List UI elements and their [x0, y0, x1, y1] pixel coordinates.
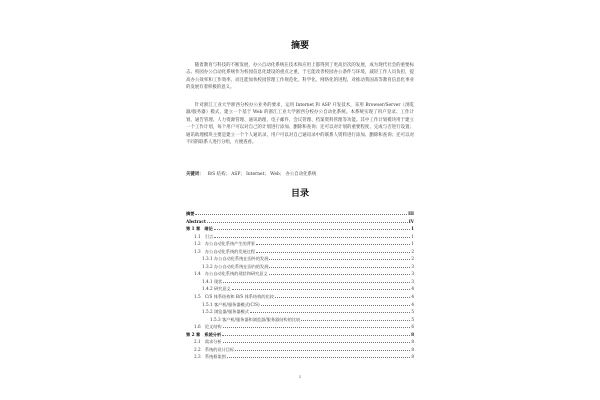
toc-entry-label: 1.3.2 办公自动化系统在国内的发展 — [202, 263, 269, 269]
toc-entry-label: 第 2 章 系统分析 — [186, 331, 222, 337]
toc-entry-page: 1 — [411, 241, 414, 247]
toc-entry[interactable] — [186, 255, 414, 263]
toc-entry[interactable] — [186, 323, 414, 331]
toc-entry-page: 8 — [411, 339, 414, 345]
toc-entry-label: Abstract — [186, 218, 206, 224]
toc-entry-label: 1.3 办公自动化系统的发展过程 — [194, 248, 256, 254]
toc-leader-dots — [275, 297, 410, 298]
toc-entry-label: 1.6 论文结构 — [194, 324, 222, 330]
toc-entry-page: 3 — [411, 278, 414, 284]
toc-leader-dots — [195, 214, 407, 215]
toc-leader-dots — [269, 267, 410, 268]
toc-entry-label: 2.2 系统的设计目标 — [194, 346, 235, 352]
toc-entry[interactable] — [186, 218, 414, 226]
toc-entry-label: 1.4.1 现状 — [202, 278, 223, 284]
toc-entry-page: 6 — [411, 324, 414, 330]
toc-entry[interactable] — [186, 263, 414, 271]
toc-leader-dots — [207, 222, 408, 223]
toc-entry-label: 1.5.2 浏览器/服务器模式 — [202, 309, 249, 315]
toc-entry[interactable] — [186, 270, 414, 278]
toc-entry[interactable] — [186, 338, 414, 346]
toc-entry-label: 2.3 系统框架图 — [194, 354, 226, 360]
toc-entry-label: 2.1 需求分析 — [194, 339, 222, 345]
toc-leader-dots — [223, 342, 411, 343]
toc-entry[interactable] — [186, 248, 414, 256]
toc-leader-dots — [301, 320, 410, 321]
document-page — [150, 0, 450, 400]
keywords-line — [186, 171, 414, 177]
toc-entry-page: 2 — [411, 256, 414, 262]
toc-entry[interactable] — [186, 233, 414, 241]
toc-leader-dots — [232, 289, 411, 290]
toc-entry[interactable] — [186, 278, 414, 286]
toc-entry[interactable] — [186, 293, 414, 301]
abstract-paragraph-1: 随着教育与科技的不断发展，办公自动化系统在技术和应用上都得到了更高层次的发展，成为现代社会的重要标志。校园办公自动化系统作为校园信息化建设的重点之重，于它能改善校园办公条件与环境，减轻工作人员负担，提高办公效率和工作效率，而且能加快校园管理工作规范化、科学化、网络化的进程，对推动我国高等教育信息化事业的发展有着积极的意义。 — [186, 63, 414, 91]
toc-entry-label: 第 1 章 绪论 — [186, 226, 213, 232]
toc-entry-label: 1.5.3 客户机/服务器和浏览器/服务器结构的比较 — [210, 316, 301, 322]
toc-entry-label: 1.2 办公自动化系统产生的背景 — [194, 241, 256, 247]
abstract-title: 摘要 — [290, 41, 309, 51]
toc-entry-page: 3 — [411, 271, 414, 277]
toc-entry[interactable] — [186, 285, 414, 293]
toc-leader-dots — [235, 350, 410, 351]
toc-entry[interactable] — [186, 240, 414, 248]
toc-leader-dots — [261, 305, 411, 306]
toc-entry-label: 摘要 — [186, 211, 195, 216]
toc-entry-page: 4 — [411, 294, 414, 300]
toc-entry[interactable] — [186, 225, 414, 233]
toc-leader-dots — [214, 229, 410, 230]
toc-entry[interactable] — [186, 316, 414, 324]
toc-entry-label: 1.5.1 客户机/服务器模式(C/S) — [202, 301, 260, 307]
toc-leader-dots — [214, 237, 410, 238]
toc-entry-page: 8 — [411, 354, 414, 360]
toc-entry[interactable] — [186, 301, 414, 309]
toc-entry[interactable] — [186, 308, 414, 316]
toc-entry[interactable] — [186, 346, 414, 354]
toc-entry-page: 1 — [411, 233, 414, 239]
toc-leader-dots — [269, 259, 410, 260]
page-number: I — [299, 374, 301, 379]
toc-leader-dots — [227, 357, 411, 358]
toc-entry-page: 3 — [411, 263, 414, 269]
toc-leader-dots — [223, 327, 411, 328]
toc-leader-dots — [269, 274, 411, 275]
toc-entry-page: 2 — [411, 248, 414, 254]
toc-leader-dots — [223, 282, 410, 283]
toc-entry-label: 1.3.1 办公自动化系统在国外的发展 — [202, 256, 269, 262]
toc-title: 目录 — [290, 189, 309, 199]
toc-entry[interactable] — [186, 331, 414, 339]
toc-entry-page: 8 — [411, 331, 414, 337]
toc-entry-label: 1.4.2 研究意义 — [202, 286, 231, 292]
toc-entry-page: IV — [408, 218, 414, 224]
toc-leader-dots — [256, 252, 410, 253]
toc-leader-dots — [256, 244, 410, 245]
toc-entry-label: 1.5 C/S 体系结构和 B/S 体系结构的比较 — [194, 294, 274, 300]
keywords-label: 关键词： — [186, 172, 204, 177]
toc-entry[interactable] — [186, 210, 414, 218]
toc-entry-page: 5 — [411, 316, 414, 322]
toc-entry-page: 4 — [411, 286, 414, 292]
abstract-paragraph-2: 针对浙江工业大学浙西分校办公业务的要求，运用 Internet 和 ASP 开发技术，采用 Browser/Server（浏览器/服务器）模式，建立一个基于 Web 的浙江工业大学浙西分校办公自动化系统。本系统实现了用户登录、工作计划、通告管理、人力资源管理、通讯助理、电子邮件、会议管理、档案资料管理等功能。其中工作计划模块用于建立一个工作计划，每个用户可以对自己的计划进行添加、删除和查询；还可以对计划的重要程度、完成与否进行设置；通讯助理模块主要是建立一个个人通讯录，用户可以对自己通讯录中的联系人资料进行添加、删除和查询；还可以对不同的联系人进行分组，方便查看。 — [186, 103, 414, 146]
toc-entry-label: 1.1 引言 — [194, 233, 214, 239]
toc-entry-page: 5 — [411, 309, 414, 315]
toc-leader-dots — [222, 335, 410, 336]
toc-entry[interactable] — [186, 353, 414, 361]
toc-entry-label: 1.4 办公自动化系统的现状和研究意义 — [194, 271, 268, 277]
toc-entry-page: III — [408, 211, 414, 216]
table-of-contents — [186, 210, 414, 361]
keywords-text: B/S 结构； ASP； Internet； Web； 办公自动化系统 — [207, 172, 317, 177]
toc-leader-dots — [250, 312, 410, 313]
toc-entry-page: 8 — [411, 346, 414, 352]
toc-entry-page: 1 — [411, 226, 414, 232]
toc-entry-page: 4 — [411, 301, 414, 307]
